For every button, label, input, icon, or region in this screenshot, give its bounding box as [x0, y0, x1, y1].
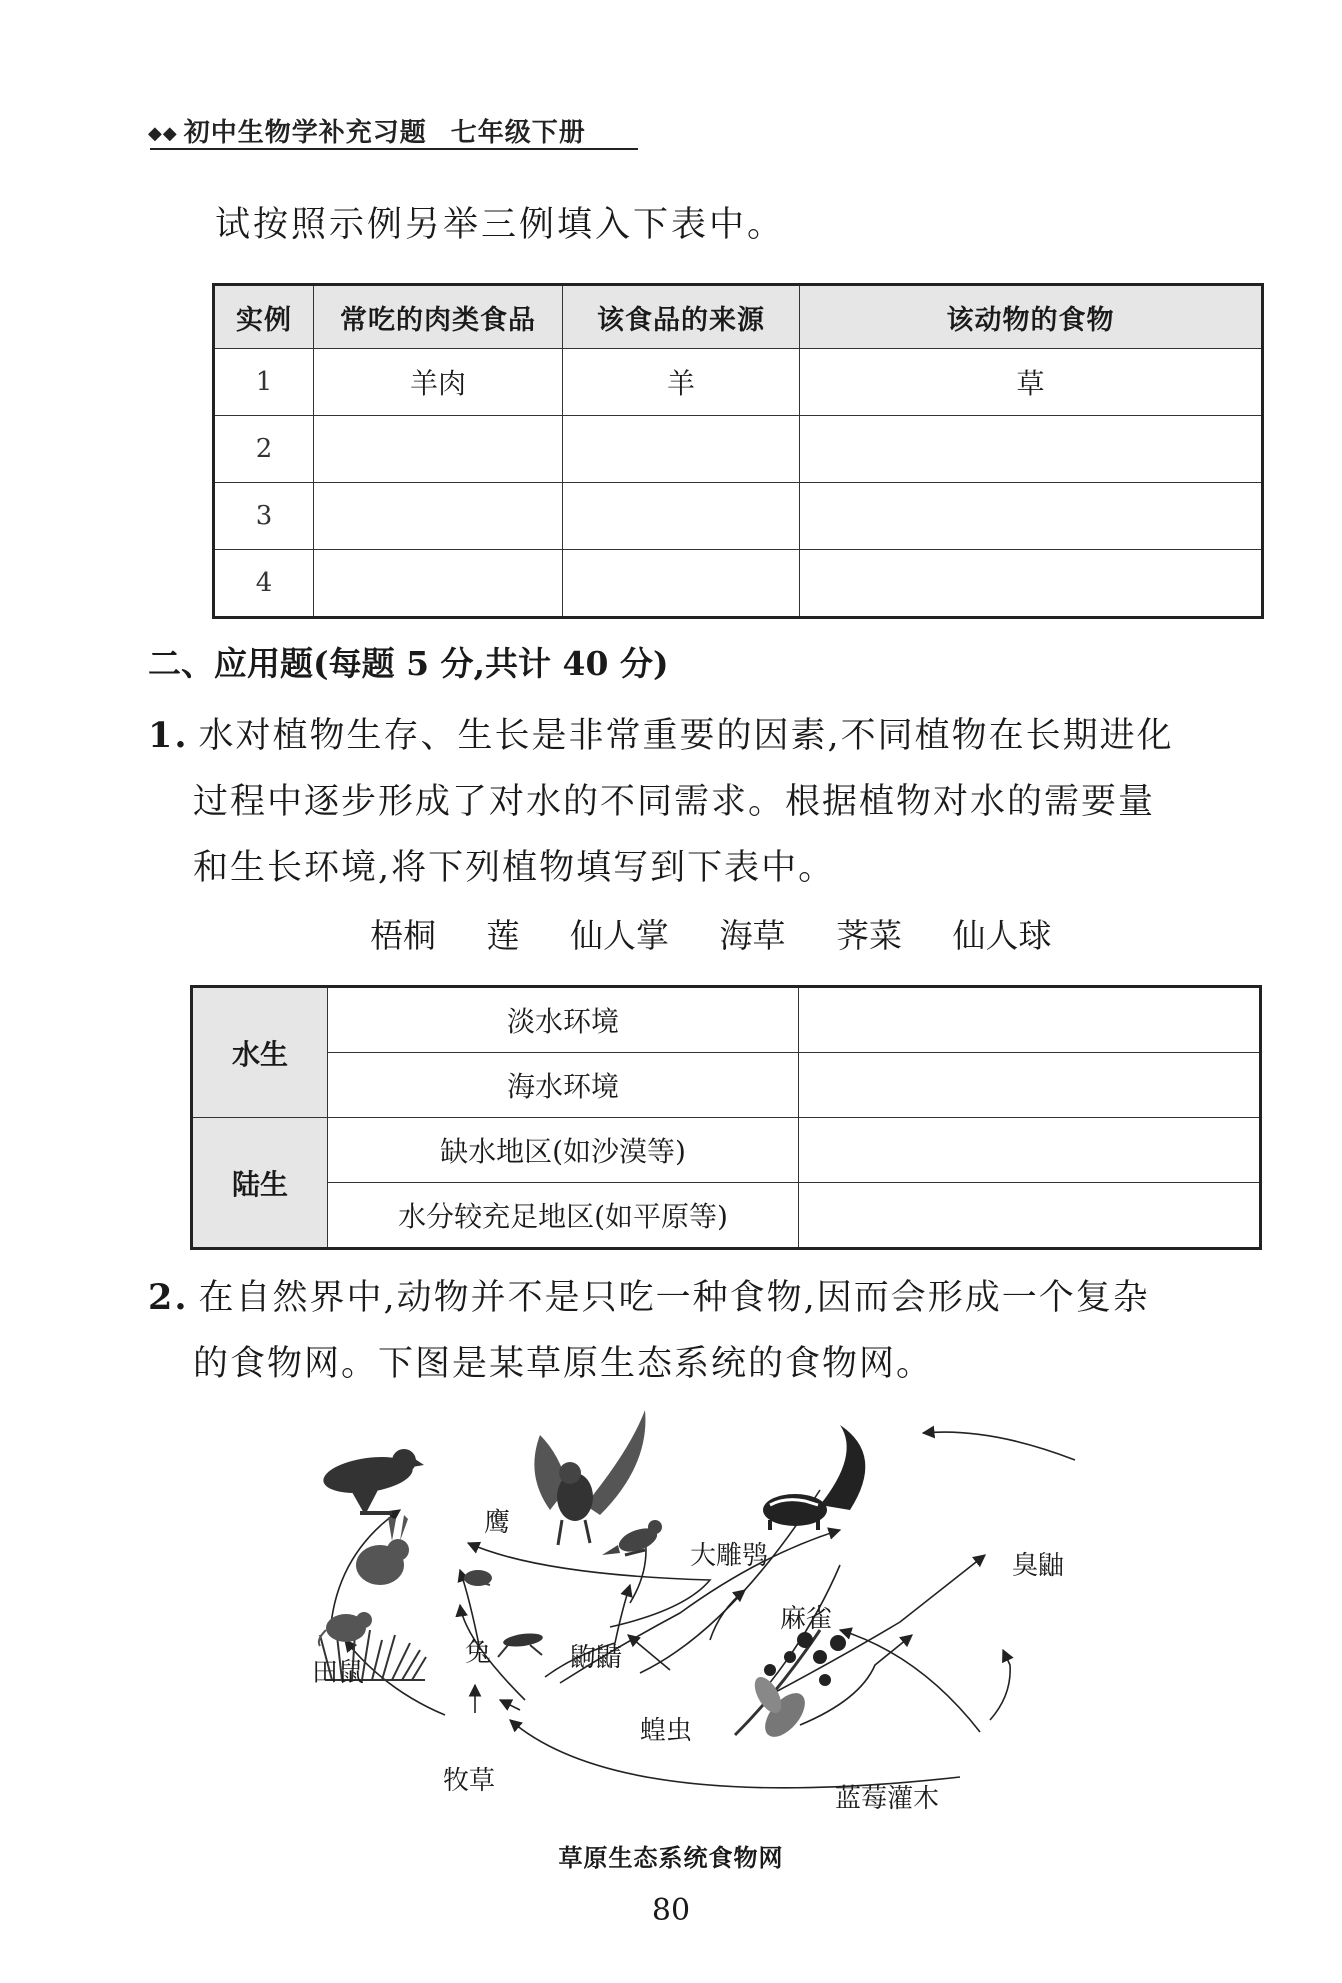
- figure-caption: 草原生态系统食物网: [558, 1844, 784, 1872]
- question-text: 的食物网。下图是某草原生态系统的食物网。: [193, 1344, 934, 1384]
- cell: 羊肉: [314, 349, 563, 416]
- answer-cell[interactable]: [800, 483, 1263, 550]
- label-skunk: 臭鼬: [1012, 1551, 1065, 1581]
- plant-habitat-table: [190, 985, 1262, 1250]
- col-header: 该食品的来源: [563, 285, 800, 349]
- table-row: [214, 483, 1263, 550]
- label-locust: 蝗虫: [640, 1716, 693, 1746]
- plant-item: 梧桐: [370, 916, 436, 955]
- food-web-arrows: [330, 1432, 1075, 1788]
- sparrow-icon: [602, 1520, 662, 1556]
- table-header-row: [214, 285, 1263, 349]
- table-row: [214, 550, 1263, 618]
- rabbit-icon: [356, 1515, 409, 1585]
- blueberry-bush-icon: [735, 1630, 846, 1744]
- question-text: 水对植物生存、生长是非常重要的因素,不同植物在长期进化: [198, 716, 1174, 756]
- label-shrew: 鼩鼱: [570, 1643, 623, 1673]
- answer-cell[interactable]: [563, 416, 800, 483]
- cell: 3: [214, 483, 314, 550]
- cell: 2: [214, 416, 314, 483]
- answer-cell[interactable]: [314, 483, 563, 550]
- env-label: 缺水地区(如沙漠等): [328, 1118, 799, 1183]
- plant-item: 荠菜: [836, 916, 902, 955]
- table-row: [192, 1053, 1261, 1118]
- diamond-icon: ◆◆: [148, 123, 178, 144]
- plant-list: [370, 910, 1092, 957]
- page-number: 80: [651, 1893, 691, 1928]
- env-label: 海水环境: [328, 1053, 799, 1118]
- food-web-diagram: [300, 1395, 1120, 1815]
- header-rule: [150, 148, 638, 150]
- question-1: [148, 703, 1278, 901]
- shrew-icon: [464, 1570, 492, 1586]
- question-2: [148, 1265, 1278, 1397]
- vole-icon: [316, 1600, 386, 1650]
- label-blueberry: 蓝莓灌木: [835, 1784, 940, 1814]
- plant-item: 海草: [719, 916, 786, 955]
- answer-cell[interactable]: [799, 987, 1261, 1053]
- label-owl: 大雕鸮: [690, 1541, 769, 1571]
- answer-cell[interactable]: [314, 416, 563, 483]
- label-rabbit: 兔: [465, 1638, 492, 1668]
- section-heading: 二、应用题(每题 5 分,共计 40 分): [148, 644, 669, 683]
- cell: 草: [800, 349, 1263, 416]
- label-vole: 田鼠: [312, 1658, 365, 1688]
- answer-cell[interactable]: [563, 550, 800, 618]
- cell: 4: [214, 550, 314, 618]
- question-number: 2.: [148, 1277, 189, 1318]
- env-label: 水分较充足地区(如平原等): [328, 1183, 799, 1249]
- cell: 羊: [563, 349, 800, 416]
- table-row: [214, 349, 1263, 416]
- meat-source-table: [212, 283, 1264, 619]
- book-grade: 七年级下册: [450, 118, 586, 148]
- book-title: 初中生物学补充习题: [183, 118, 427, 148]
- answer-cell[interactable]: [800, 416, 1263, 483]
- label-hawk: 鹰: [484, 1508, 511, 1538]
- question-text: 在自然界中,动物并不是只吃一种食物,因而会形成一个复杂: [198, 1278, 1150, 1318]
- answer-cell[interactable]: [314, 550, 563, 618]
- col-header: 实例: [214, 285, 314, 349]
- plant-item: 仙人掌: [570, 916, 669, 955]
- page-header: [148, 112, 586, 149]
- env-label: 淡水环境: [328, 987, 799, 1053]
- table-row: [192, 1183, 1261, 1249]
- table-row: [214, 416, 1263, 483]
- hawk-icon: [321, 1449, 424, 1515]
- table-row: [192, 987, 1261, 1053]
- category-aquatic: 水生: [192, 987, 328, 1118]
- owl-icon: [534, 1410, 645, 1545]
- skunk-icon: [763, 1425, 865, 1530]
- table-row: [192, 1118, 1261, 1183]
- cell: 1: [214, 349, 314, 416]
- category-terrestrial: 陆生: [192, 1118, 328, 1249]
- question-number: 1.: [148, 715, 189, 756]
- question-text: 和生长环境,将下列植物填写到下表中。: [193, 848, 836, 888]
- answer-cell[interactable]: [800, 550, 1263, 618]
- col-header: 该动物的食物: [800, 285, 1263, 349]
- answer-cell[interactable]: [799, 1183, 1261, 1249]
- answer-cell[interactable]: [799, 1118, 1261, 1183]
- answer-cell[interactable]: [563, 483, 800, 550]
- col-header: 常吃的肉类食品: [314, 285, 563, 349]
- intro-text: 试按照示例另举三例填入下表中。: [215, 205, 786, 245]
- label-grass: 牧草: [443, 1766, 496, 1796]
- label-sparrow: 麻雀: [780, 1604, 833, 1634]
- plant-item: 莲: [486, 916, 520, 955]
- question-text: 过程中逐步形成了对水的不同需求。根据植物对水的需要量: [193, 782, 1156, 822]
- locust-icon: [498, 1631, 544, 1657]
- plant-item: 仙人球: [952, 916, 1052, 955]
- answer-cell[interactable]: [799, 1053, 1261, 1118]
